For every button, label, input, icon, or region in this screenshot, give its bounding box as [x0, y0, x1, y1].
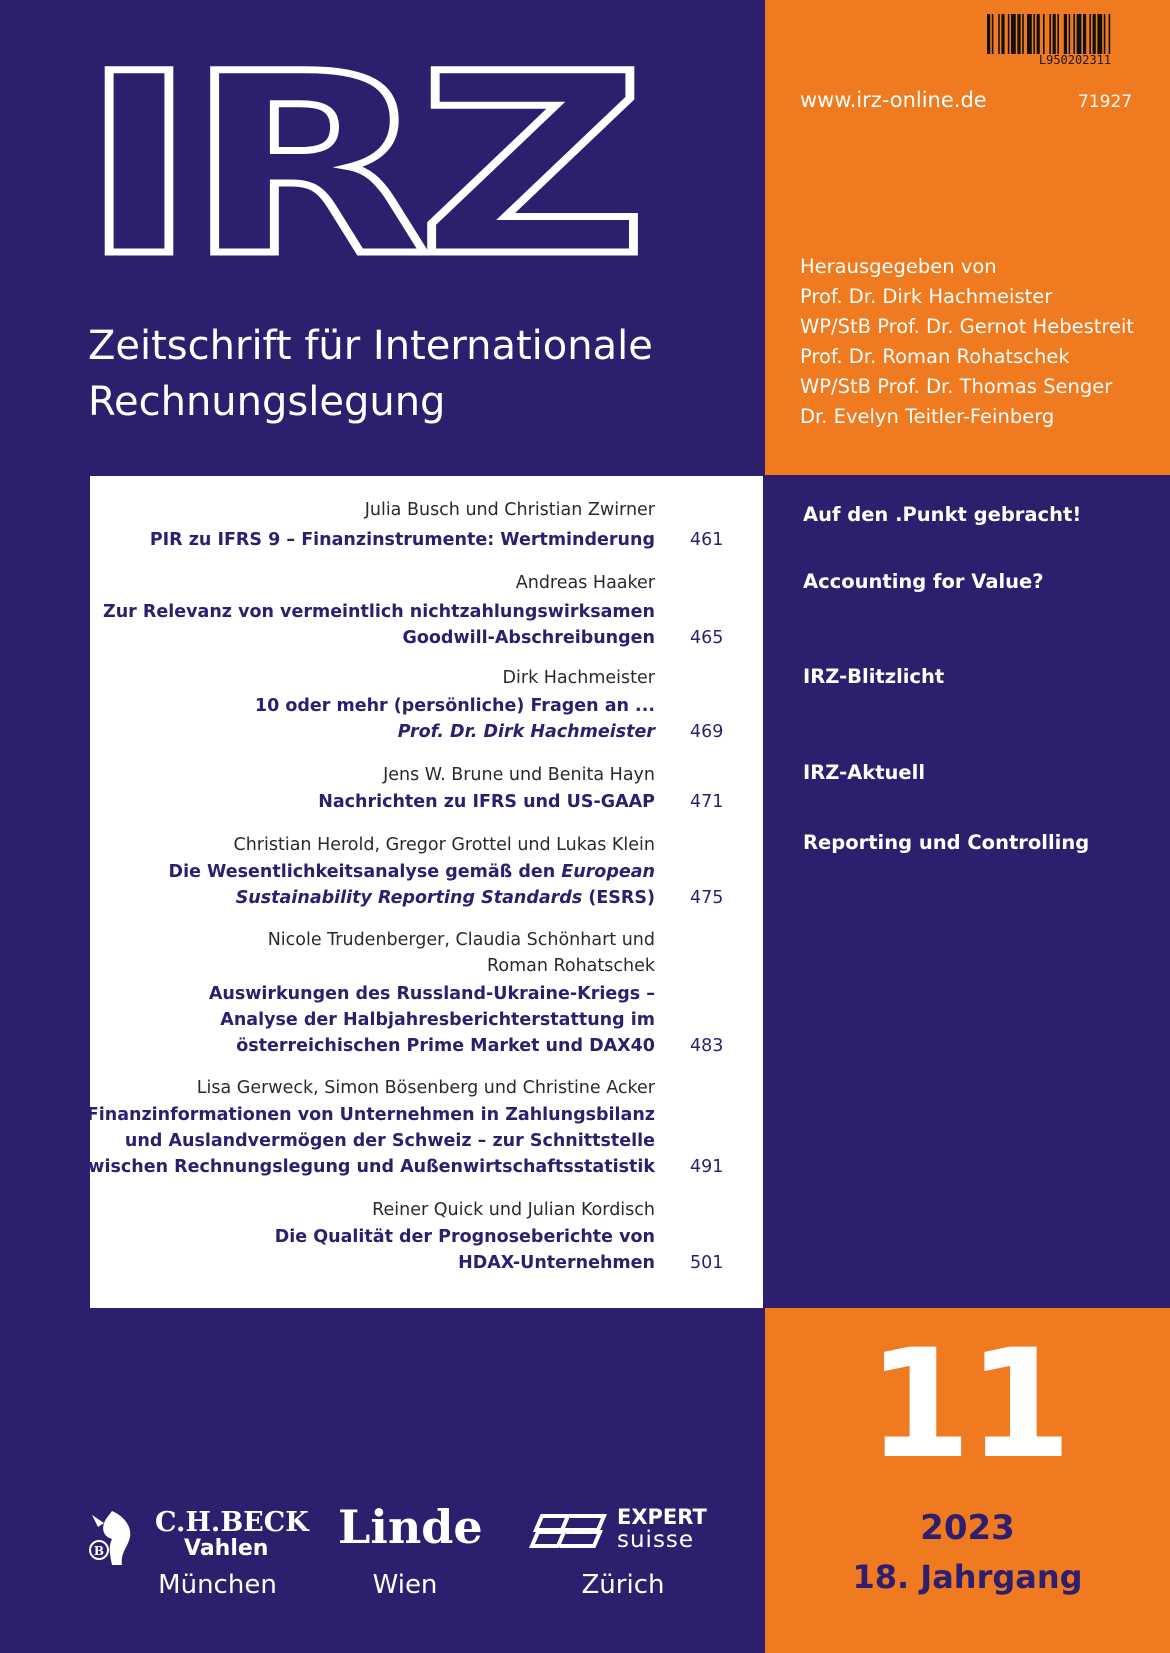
journal-title-line: Rechnungslegung	[88, 379, 446, 425]
table-of-contents	[78, 476, 763, 1308]
toc-title	[236, 886, 655, 910]
barcode-image	[985, 14, 1155, 54]
beck-city: München	[158, 1570, 277, 1600]
section-auf-den-punkt: Auf den .Punkt gebracht!	[803, 503, 1082, 526]
toc-authors: Reiner Quick und Julian Kordisch	[372, 1200, 655, 1220]
toc-title: und Auslandvermögen der Schweiz – zur Schnittstelle	[124, 1131, 655, 1151]
linde-city: Wien	[372, 1570, 438, 1600]
section-irz-aktuell: IRZ-Aktuell	[803, 761, 926, 784]
toc-authors: Nicole Trudenberger, Claudia Schönhart und	[267, 930, 655, 950]
toc-page: 465	[690, 628, 724, 648]
suisse-publisher-name: suisse	[617, 1527, 695, 1553]
toc-title: PIR zu IFRS 9 – Finanzinstrumente: Wertminderung	[149, 530, 655, 550]
beck-publisher-name: C.H.BECK	[155, 1507, 309, 1538]
toc-authors: Lisa Gerweck, Simon Bösenberg und Christine Acker	[196, 1078, 655, 1098]
editor-name: Dr. Evelyn Teitler-Feinberg	[800, 405, 1055, 428]
toc-authors: Andreas Haaker	[515, 573, 655, 593]
editors-heading: Herausgegeben von	[800, 255, 997, 278]
barcode-number: L950202311	[1038, 53, 1112, 67]
toc-title: Goodwill-Abschreibungen	[402, 628, 655, 648]
section-accounting-for-value: Accounting for Value?	[803, 570, 1044, 593]
editor-name: WP/StB Prof. Dr. Gernot Hebestreit	[800, 315, 1135, 338]
toc-title	[398, 720, 655, 744]
beck-griffin-icon	[82, 1505, 140, 1571]
toc-page: 461	[690, 530, 724, 550]
section-reporting-controlling: Reporting und Controlling	[803, 831, 1090, 854]
expert-publisher-name: EXPERT	[617, 1505, 707, 1529]
issue-number: 11	[867, 1318, 1068, 1492]
toc-authors: Jens W. Brune und Benita Hayn	[383, 765, 655, 785]
toc-page: 491	[690, 1157, 724, 1177]
toc-authors: Julia Busch und Christian Zwirner	[364, 500, 655, 520]
toc-title: zwischen Rechnungslegung und Außenwirtschaftsstatistik	[78, 1157, 655, 1177]
section-irz-blitzlicht: IRZ-Blitzlicht	[803, 665, 945, 688]
toc-page: 471	[690, 792, 724, 812]
editor-name: Prof. Dr. Roman Rohatschek	[800, 345, 1070, 368]
toc-page: 501	[690, 1253, 724, 1273]
expert-suisse-icon	[528, 1510, 610, 1552]
toc-title: Auswirkungen des Russland-Ukraine-Kriegs –	[208, 984, 655, 1004]
toc-title: Nachrichten zu IFRS und US-GAAP	[318, 792, 655, 812]
toc-title: Zur Relevanz von vermeintlich nichtzahlungswirksamen	[103, 602, 655, 622]
toc-authors: Roman Rohatschek	[487, 956, 655, 976]
editor-name: Prof. Dr. Dirk Hachmeister	[800, 285, 1053, 308]
website-url: www.irz-online.de	[800, 88, 987, 112]
toc-title-italic: Prof. Dr. Dirk Hachmeister	[397, 722, 655, 742]
toc-authors: Dirk Hachmeister	[502, 668, 655, 688]
toc-title-text: Sustainability Reporting Standards (ESRS)	[235, 888, 655, 908]
toc-title: 10 oder mehr (persönliche) Fragen an ...	[254, 696, 655, 716]
linde-publisher-name: Linde	[338, 1500, 483, 1554]
editor-name: WP/StB Prof. Dr. Thomas Senger	[800, 375, 1113, 398]
issue-year: 2023	[920, 1508, 1015, 1548]
journal-title-line: Zeitschrift für Internationale	[88, 323, 653, 369]
toc-authors: Christian Herold, Gregor Grottel und Lukas Klein	[233, 835, 655, 855]
toc-page: 469	[690, 722, 724, 742]
svg-text:B: B	[93, 1544, 105, 1558]
toc-title: HDAX-Unternehmen	[458, 1253, 655, 1273]
issue-volume: 18. Jahrgang	[852, 1558, 1083, 1596]
toc-title	[169, 860, 655, 884]
journal-title	[88, 318, 758, 430]
expert-city: Zürich	[581, 1570, 665, 1600]
editors-list	[800, 252, 1134, 432]
toc-title: Die Qualität der Prognoseberichte von	[274, 1227, 655, 1247]
irz-logo	[80, 52, 640, 267]
toc-page: 483	[690, 1036, 724, 1056]
toc-title-text: Die Wesentlichkeitsanalyse gemäß den European	[168, 862, 655, 882]
toc-title: Analyse der Halbjahresberichterstattung im	[220, 1010, 655, 1030]
irz-logo-text: IRZ	[80, 52, 635, 267]
toc-title: österreichischen Prime Market und DAX40	[236, 1036, 655, 1056]
toc-title: Finanzinformationen von Unternehmen in Zahlungsbilanz	[86, 1105, 655, 1125]
issue-code: 71927	[1078, 92, 1133, 112]
toc-page: 475	[690, 888, 724, 908]
vahlen-publisher-name: Vahlen	[184, 1536, 269, 1561]
